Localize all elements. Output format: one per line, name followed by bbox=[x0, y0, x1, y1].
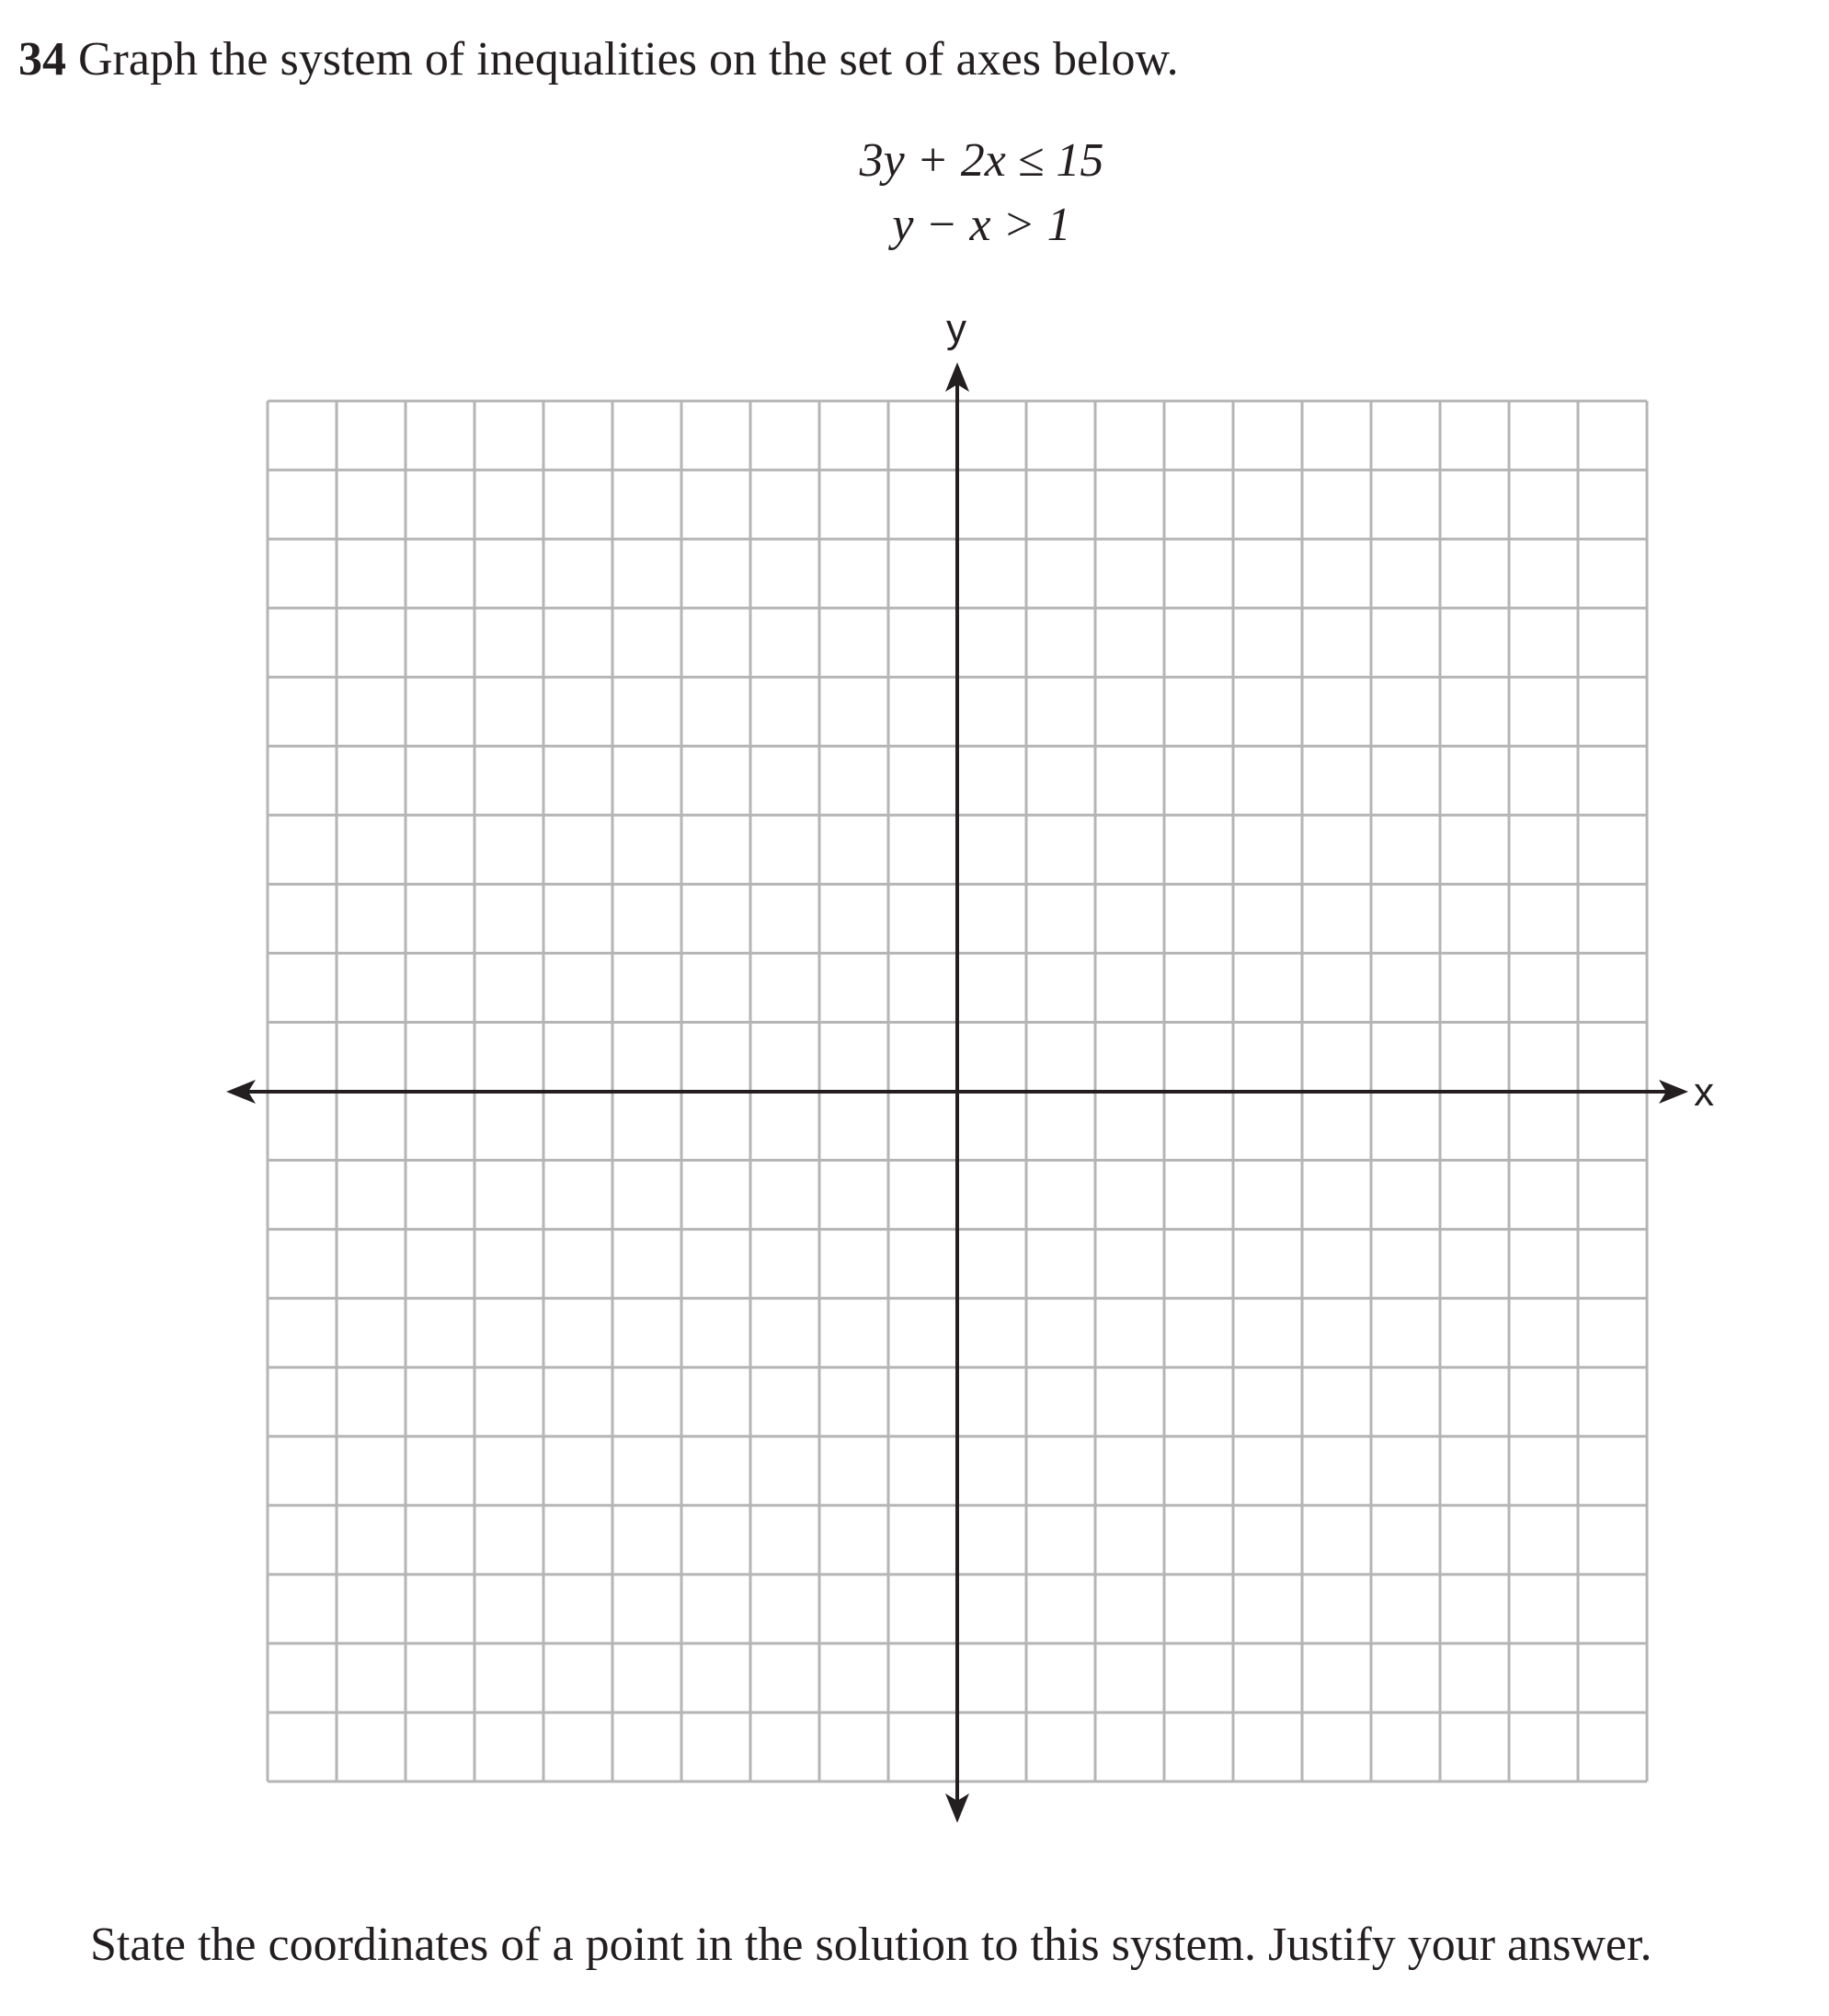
x-axis-label: x bbox=[1694, 1070, 1714, 1115]
question-text: Graph the system of inequalities on the set of axes below. bbox=[78, 33, 1179, 86]
axes bbox=[226, 306, 1714, 1823]
y-axis-label: y bbox=[946, 306, 966, 351]
inequality-1: 3y + 2x ≤ 15 bbox=[859, 134, 1104, 187]
inequality-2: y − x > 1 bbox=[892, 199, 1071, 251]
question-number: 34 bbox=[18, 33, 66, 86]
answer-prompt: State the coordinates of a point in the solution to this system. Justify your answer. bbox=[90, 1919, 1652, 1971]
